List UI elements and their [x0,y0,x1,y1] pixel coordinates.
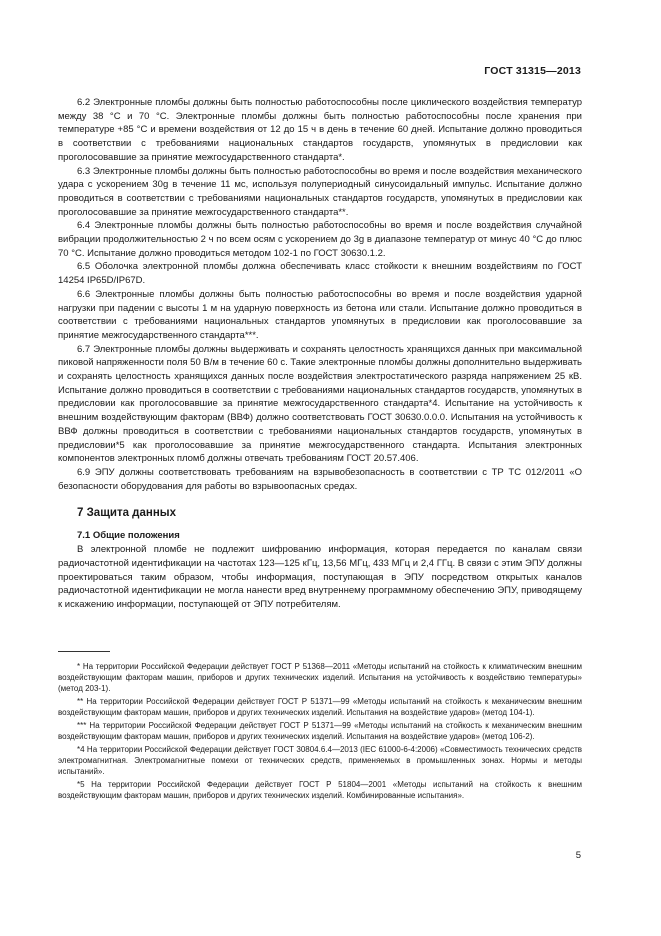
footnote-5: *5 На территории Российской Федерации действует ГОСТ Р 51804—2001 «Методы испытаний на стойкость к внешним воздействующим факторам машин, приборов и других технических изделий. Комбинированные испытания». [58,780,582,800]
paragraph-6-3: 6.3 Электронные пломбы должны быть полностью работоспособны во время и после воздействия механического удара с ускорением 30g в течение 11 мс, используя полупериодный синусоидальный импульс. Испытание должно проводиться в соответствии с требованиями национальных стандартов государств, упомянутых в предисловии как проголосовавшие за принятие межгосударственного стандарта**. [58,165,582,218]
footnote-divider [58,651,110,652]
footnote-3: *** На территории Российской Федерации действует ГОСТ Р 51371—99 «Методы испытаний на стойкость к механическим внешним воздействующим факторам машин, приборов и других технических изделий. Испытания на воздействие ударов» (метод 106-2). [58,721,582,741]
page-number: 5 [575,850,581,861]
footnote-2: ** На территории Российской Федерации действует ГОСТ Р 51371—99 «Методы испытаний на стойкость к механическим внешним воздействующим факторам машин, приборов и других технических изделий. Испытания на воздействие ударов» (метод 104-1). [58,697,582,717]
subsection-heading: 7.1 Общие положения [77,530,180,542]
main-text [58,96,582,612]
paragraph-6-6: 6.6 Электронные пломбы должны быть полностью работоспособны во время и после воздействия ударной нагрузки при падении с высоты 1 м на ударную поверхность из бетона или стали. Испытание должно проводиться в соответствии с требованиями национальных стандартов упомянутых в предисловии как проголосовавшие за принятие межгосударственного стандарта***. [58,288,582,341]
paragraph-6-4: 6.4 Электронные пломбы должны быть полностью работоспособны во время и после воздействия случайной вибрации продолжительностью 2 ч по всем осям с ускорением до 3g в диапазоне температур от минус 40 °С до плюс 70 °С. Испытание должно проводиться методом 102-1 по ГОСТ 30630.1.2. [58,220,582,259]
footnote-1: * На территории Российской Федерации действует ГОСТ Р 51368—2011 «Методы испытаний на стойкость к климатическим внешним воздействующим факторам машин, приборов и других технических изделий. Испытания на устойчивость к воздействию температуры» (метод 203-1). [58,662,582,693]
document-code-header: ГОСТ 31315—2013 [484,65,581,77]
paragraph-6-7: 6.7 Электронные пломбы должны выдерживать и сохранять целостность хранящихся данных при максимальной пиковой напряженности поля 50 В/м в течение 60 с. Такие электронные пломбы должны дополнительно выдерживать и сохранять целостность хранящихся данных после воздействия электростатического разряда напряжением 25 кВ. Испытание должно проводиться в соответствии с требованиями национальных стандартов государств, упомянутых в предисловии как проголосовавшие за принятие межгосударственного стандарта*4. Испытание на устойчивость к внешним воздействующим факторам (ВВФ) должно соответствовать ГОСТ 30630.0.0.0. Испытания на устойчивость к ВВФ должны проводиться в соответствии с требованиями национальных стандартов государств, упомянутых в предисловии*5 как проголосовавшие за принятие межгосударственного стандарта. Испытания электронных компонентов электронных пломб должны отвечать требованиям ГОСТ 20.57.406. [58,343,582,465]
footnotes [58,661,582,803]
paragraph-6-9: 6.9 ЭПУ должны соответствовать требованиям на взрывобезопасность в соответствии с ТР ТС 012/2011 «О безопасности оборудования для работы во взрывоопасных средах. [58,466,582,492]
footnote-4: *4 На территории Российской Федерации действует ГОСТ 30804.6.4—2013 (IEC 61000-6-4:2006) «Совместимость технических средств электромагнитная. Электромагнитные помехи от технических средств, применяемых в промышленных зонах. Нормы и методы испытаний». [58,745,582,776]
section-heading: 7 Защита данных [77,507,176,520]
paragraph-7-1: В электронной пломбе не подлежит шифрованию информация, которая передается по каналам связи радиочастотной идентификации на частотах 123—125 кГц, 13,56 МГц, 433 МГц и 2,4 ГГц. В связи с этим ЭПУ должны проектироваться таким образом, чтобы информация, поступающая в ЭПУ посредством открытых каналов радиочастотной идентификации не могла нанести вред внутреннему программному обеспечению ЭПУ, приводящему к искажению информации, поступающей от ЭПУ потребителям. [58,544,582,610]
paragraph-6-2: 6.2 Электронные пломбы должны быть полностью работоспособны после циклического воздействия температур между 38 °С и 70 °С. Электронные пломбы должны быть полностью работоспособны после хранения при температуре +85 °С и времени воздействия от 12 до 15 ч в день в течение 60 дней. Испытание должно проводиться в соответствии с требованиями национальных стандартов государств, упомянутых в предисловии как проголосовавшие за принятие межгосударственного стандарта*. [58,97,582,163]
paragraph-6-5: 6.5 Оболочка электронной пломбы должна обеспечивать класс стойкости к внешним воздействиям по ГОСТ 14254 IP65D/IP67D. [58,261,582,287]
